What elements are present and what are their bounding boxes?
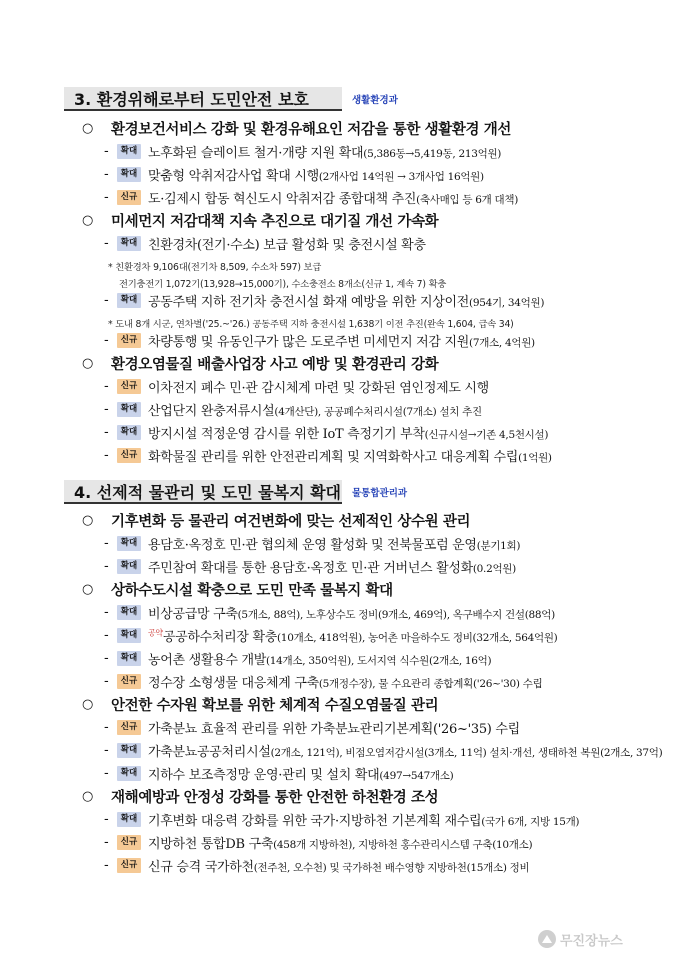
expand-badge: 확대 <box>117 766 141 781</box>
heading-text: 기후변화 등 물관리 여건변화에 맞는 선제적인 상수원 관리 <box>111 512 471 530</box>
dash-bullet-icon: - <box>104 834 109 850</box>
list-item <box>0 289 680 311</box>
list-item <box>0 163 680 185</box>
item-detail: (4개산단), 공공폐수처리시설(7개소) 설치 추진 <box>274 405 482 418</box>
item-detail: (7개소, 4억원) <box>469 336 535 349</box>
circle-bullet-icon: ○ <box>82 512 94 528</box>
section-3-dept: 생활환경과 <box>352 95 398 106</box>
item-text <box>148 833 532 852</box>
expand-badge: 확대 <box>117 559 141 574</box>
dash-bullet-icon: - <box>104 378 109 394</box>
heading-text: 안전한 수자원 확보를 위한 체계적 수질오염물질 관리 <box>111 696 439 714</box>
item-text <box>148 234 426 253</box>
list-item <box>0 398 680 420</box>
watermark-logo-icon <box>538 930 556 948</box>
item-text <box>148 291 544 310</box>
item-text <box>148 446 552 465</box>
item-main-text: 지하수 보조측정망 운영·관리 및 설치 확대 <box>148 767 380 783</box>
circle-bullet-icon: ○ <box>82 120 94 136</box>
list-item <box>0 232 680 254</box>
list-item <box>0 601 680 623</box>
item-main-text: 농어촌 생활용수 개발 <box>148 652 266 668</box>
circle-bullet-icon: ○ <box>82 788 94 804</box>
dash-bullet-icon: - <box>104 189 109 205</box>
dash-bullet-icon: - <box>104 401 109 417</box>
item-text <box>148 423 548 442</box>
new-badge: 신규 <box>117 720 141 735</box>
item-text <box>148 400 482 419</box>
list-item <box>0 444 680 466</box>
new-badge: 신규 <box>117 858 141 873</box>
list-item <box>0 186 680 208</box>
expand-badge: 확대 <box>117 605 141 620</box>
list-item <box>0 739 680 761</box>
list-item <box>0 532 680 554</box>
list-item <box>0 624 680 646</box>
item-text <box>148 810 579 829</box>
list-item <box>0 329 680 351</box>
item-detail: (10개소, 418억원), 농어촌 마을하수도 정비(32개소, 564억원) <box>277 631 558 644</box>
item-main-text: 도·김제시 합동 혁신도시 악취저감 종합대책 추진 <box>148 191 417 207</box>
item-main-text: 정수장 소형생물 대응체계 구축 <box>148 675 319 691</box>
item-text <box>148 741 662 760</box>
heading-item <box>0 352 680 374</box>
circle-bullet-icon: ○ <box>82 355 94 371</box>
list-item <box>0 375 680 397</box>
list-item <box>0 716 680 738</box>
circle-bullet-icon: ○ <box>82 581 94 597</box>
dash-bullet-icon: - <box>104 857 109 873</box>
item-text <box>148 165 484 184</box>
expand-badge: 확대 <box>117 425 141 440</box>
item-text <box>148 377 489 396</box>
dash-bullet-icon: - <box>104 166 109 182</box>
item-detail: (5개소, 88억), 노후상수도 정비(9개소, 469억), 옥구배수지 건설(88억) <box>237 608 555 621</box>
item-detail: (5개정수장), 물 수요관리 종합계획('26~'30) 수립 <box>318 677 543 690</box>
dash-bullet-icon: - <box>104 765 109 781</box>
heading-item <box>0 578 680 600</box>
section-4-dept: 물통합관리과 <box>352 488 408 499</box>
list-item <box>0 808 680 830</box>
item-detail: (497→547개소) <box>379 769 454 782</box>
dash-bullet-icon: - <box>104 292 109 308</box>
item-main-text: 공동주택 지하 전기차 충전시설 화재 예방을 위한 지상이전 <box>148 294 470 310</box>
item-detail: (0.2억원) <box>472 562 516 575</box>
list-item <box>0 555 680 577</box>
item-main-text: 방지시설 적정운영 감시를 위한 IoT 측정기기 부착 <box>148 426 425 442</box>
expand-badge: 확대 <box>117 628 141 643</box>
item-detail: (국가 6개, 지방 15개) <box>481 815 580 828</box>
item-text <box>148 603 555 622</box>
pledge-marker: 공약 <box>148 628 163 638</box>
expand-badge: 확대 <box>117 743 141 758</box>
item-main-text: 신규 승격 국가하천 <box>148 859 254 875</box>
item-detail: (14개소, 350억원), 도서지역 식수원(2개소, 16억) <box>266 654 492 667</box>
section-3-title: 3. 환경위해로부터 도민안전 보호 <box>64 87 342 111</box>
heading-text: 상하수도시설 확충으로 도민 만족 물복지 확대 <box>111 581 393 599</box>
item-detail: (축사매입 등 6개 대책) <box>416 193 518 206</box>
item-detail: (2개소, 121억), 비점오염저감시설(3개소, 11억) 설치·개선, 생태하천 복원(2개소, 37억) <box>270 746 663 759</box>
item-detail: (전주천, 오수천) 및 국가하천 배수영향 지방하천(15개소) 정비 <box>253 861 530 874</box>
item-text <box>148 142 501 161</box>
list-item <box>0 647 680 669</box>
heading-item <box>0 117 680 139</box>
dash-bullet-icon: - <box>104 742 109 758</box>
item-text <box>148 718 520 737</box>
item-main-text: 가축분뇨공공처리시설 <box>148 744 271 760</box>
list-item <box>0 762 680 784</box>
note-text: * 도내 8개 시군, 연차별('25.~'26.) 공동주택 지하 충전시설 1,638기 이전 추진(완속 1,604, 급속 34) <box>108 319 514 330</box>
item-main-text: 비상공급망 구축 <box>148 606 238 622</box>
item-detail: (5,386동→5,419동, 213억원) <box>363 147 502 160</box>
dash-bullet-icon: - <box>104 673 109 689</box>
circle-bullet-icon: ○ <box>82 696 94 712</box>
item-detail: (분기1회) <box>476 539 521 552</box>
list-item <box>0 670 680 692</box>
dash-bullet-icon: - <box>104 627 109 643</box>
item-main-text: 차량통행 및 유동인구가 많은 도로주변 미세먼지 저감 지원 <box>148 334 470 350</box>
item-detail: (954기, 34억원) <box>469 296 545 309</box>
list-item <box>0 140 680 162</box>
new-badge: 신규 <box>117 379 141 394</box>
dash-bullet-icon: - <box>104 650 109 666</box>
item-main-text: 주민참여 확대를 통한 용담호·옥정호 민·관 거버넌스 활성화 <box>148 560 473 576</box>
heading-item <box>0 785 680 807</box>
expand-badge: 확대 <box>117 236 141 251</box>
item-text <box>148 856 529 875</box>
item-main-text: 용담호·옥정호 민·관 협의체 운영 활성화 및 전북물포럼 운영 <box>148 537 477 553</box>
heading-item <box>0 209 680 231</box>
item-detail: (1억원) <box>518 451 552 464</box>
dash-bullet-icon: - <box>104 535 109 551</box>
dash-bullet-icon: - <box>104 424 109 440</box>
new-badge: 신규 <box>117 835 141 850</box>
expand-badge: 확대 <box>117 144 141 159</box>
item-text <box>148 649 491 668</box>
item-main-text: 산업단지 완충저류시설 <box>148 403 275 419</box>
expand-badge: 확대 <box>117 167 141 182</box>
watermark-text: 무진장뉴스 <box>560 933 623 949</box>
section-3-header <box>64 86 398 112</box>
dash-bullet-icon: - <box>104 143 109 159</box>
item-main-text: 가축분뇨 효율적 관리를 위한 가축분뇨관리기본계획('26~'35) 수립 <box>148 721 520 737</box>
item-main-text: 화학물질 관리를 위한 안전관리계획 및 지역화학사고 대응계획 수립 <box>148 449 519 465</box>
dash-bullet-icon: - <box>104 558 109 574</box>
list-item <box>0 854 680 876</box>
heading-text: 미세먼지 저감대책 지속 추진으로 대기질 개선 가속화 <box>111 212 439 230</box>
heading-text: 환경보건서비스 강화 및 환경유해요인 저감을 통한 생활환경 개선 <box>111 120 511 138</box>
section-4-title: 4. 선제적 물관리 및 도민 물복지 확대 <box>64 480 342 504</box>
dash-bullet-icon: - <box>104 447 109 463</box>
new-badge: 신규 <box>117 448 141 463</box>
dash-bullet-icon: - <box>104 235 109 251</box>
item-detail: (신규시설→기존 4,5천시설) <box>424 428 549 441</box>
new-badge: 신규 <box>117 190 141 205</box>
item-text <box>148 764 453 783</box>
note-text: 전기충전기 1,072기(13,928→15,000기), 수소충전소 8개소(신규 1, 계속 7) 확충 <box>119 279 447 290</box>
dash-bullet-icon: - <box>104 811 109 827</box>
expand-badge: 확대 <box>117 536 141 551</box>
note-text: * 친환경차 9,106대(전기차 8,509, 수소차 597) 보급 <box>108 262 322 273</box>
heading-item <box>0 509 680 531</box>
item-text <box>148 331 535 350</box>
item-main-text: 노후화된 슬레이트 철거·개량 지원 확대 <box>148 145 364 161</box>
item-text <box>148 672 542 691</box>
item-main-text: 공공하수처리장 확충 <box>162 629 278 645</box>
expand-badge: 확대 <box>117 651 141 666</box>
item-text <box>148 534 520 553</box>
section-4-header <box>64 479 407 505</box>
expand-badge: 확대 <box>117 812 141 827</box>
circle-bullet-icon: ○ <box>82 212 94 228</box>
watermark <box>538 928 680 950</box>
item-detail: (2개사업 14억원 → 3개사업 16억원) <box>318 170 484 183</box>
heading-text: 재해예방과 안정성 강화를 통한 안전한 하천환경 조성 <box>111 788 439 806</box>
item-main-text: 지방하천 통합DB 구축 <box>148 836 274 852</box>
item-detail: (458개 지방하천), 지방하천 홍수관리시스템 구축(10개소) <box>273 838 533 851</box>
list-item <box>0 421 680 443</box>
expand-badge: 확대 <box>117 293 141 308</box>
dash-bullet-icon: - <box>104 604 109 620</box>
list-item <box>0 831 680 853</box>
dash-bullet-icon: - <box>104 719 109 735</box>
expand-badge: 확대 <box>117 402 141 417</box>
heading-item <box>0 693 680 715</box>
item-text <box>148 188 518 207</box>
item-main-text: 기후변화 대응력 강화를 위한 국가·지방하천 기본계획 재수립 <box>148 813 482 829</box>
item-text <box>148 557 516 576</box>
item-main-text: 이차전지 폐수 민·관 감시체계 마련 및 강화된 염인정제도 시행 <box>148 380 489 396</box>
new-badge: 신규 <box>117 674 141 689</box>
item-text <box>148 626 557 645</box>
item-main-text: 맞춤형 악취저감사업 확대 시행 <box>148 168 319 184</box>
new-badge: 신규 <box>117 333 141 348</box>
item-main-text: 친환경차(전기·수소) 보급 활성화 및 충전시설 확충 <box>148 237 426 253</box>
heading-text: 환경오염물질 배출사업장 사고 예방 및 환경관리 강화 <box>111 355 439 373</box>
dash-bullet-icon: - <box>104 332 109 348</box>
